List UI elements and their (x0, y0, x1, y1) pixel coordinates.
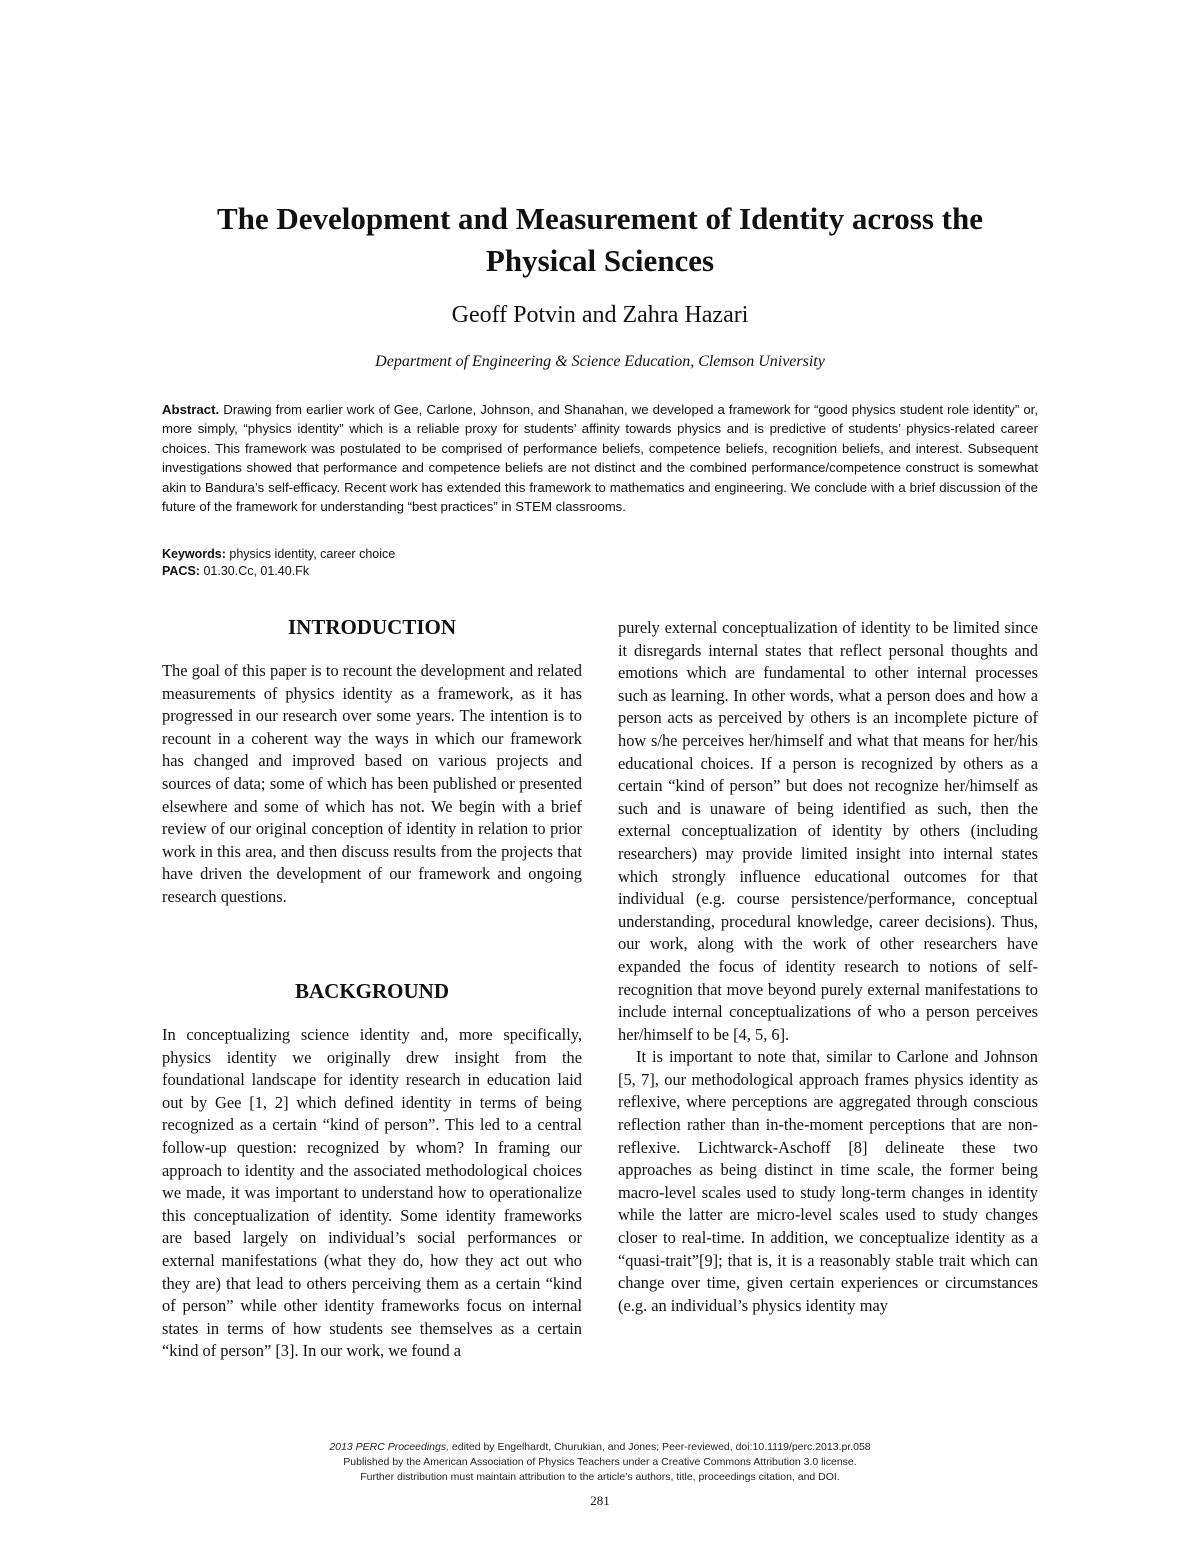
pacs-text: 01.30.Cc, 01.40.Fk (203, 564, 310, 578)
keywords-text: physics identity, career choice (229, 547, 396, 561)
pacs-line (162, 563, 1038, 580)
background-paragraph: In conceptualizing science identity and, more specifically, physics identity we originally drew insight from the foundational landscape for identity research in education laid out by Gee [1, 2] which defined identity in terms of being recognized as a certain “kind of person”. This led to a central follow-up question: recognized by whom? In framing our approach to identity and the associated methodological choices we made, it was important to understand how to operationalize this conceptualization of identity. Some identity frameworks are based largely on individual’s social performances or external manifestations (what they do, how they act out who they are) that lead to others perceiving them as a certain “kind of person” while other identity frameworks focus on internal states in terms of how students see themselves as a certain “kind of person” [3]. In our work, we found a (162, 1025, 582, 1361)
paper-title (120, 198, 1080, 282)
proceedings-details: edited by Engelhardt, Churukian, and Jones; Peer-reviewed, doi:10.1119/perc.2013.pr.058 (451, 1441, 871, 1453)
abstract-text: Drawing from earlier work of Gee, Carlone, Johnson, and Shanahan, we developed a framework for “good physics student role identity” or, more simply, “physics identity” which is a reliable proxy for students’ affinity towards physics and is predictive of students’ physics-related career choices. This framework was postulated to be comprised of performance beliefs, competence beliefs, recognition beliefs, and interest. Subsequent investigations showed that performance and competence beliefs are not distinct and the combined performance/competence construct is somewhat akin to Bandura’s self-efficacy. Recent work has extended this framework to mathematics and engineering. We conclude with a brief discussion of the future of the framework for understanding “best practices” in STEM classrooms. (162, 402, 1039, 515)
background-heading: BACKGROUND (294, 979, 449, 1003)
footer-notice (200, 1440, 1000, 1485)
right-column-body (618, 617, 1038, 1317)
page-number: 281 (590, 1493, 610, 1508)
footer-line-3: Further distribution must maintain attribution to the article’s authors, title, proceedings citation, and DOI. (360, 1471, 840, 1483)
right-paragraph-2: It is important to note that, similar to Carlone and Johnson [5, 7], our methodological approach frames physics identity as reflexive, where perceptions are aggregated through conscious reflection rather than in-the-moment perceptions that are non-reflexive. Lichtwarck-Aschoff [8] delineate these two approaches as being distinct in time scale, the former being macro-level scales used to study long-term changes in identity while the latter are micro-level scales used to study changes closer to real-time. In addition, we conceptualize identity as a “quasi-trait”[9]; that is, it is a reasonably stable trait which can change over time, given certain experiences or circumstances (e.g. an individual’s physics identity may (618, 1047, 1038, 1315)
keywords-label: Keywords: (162, 547, 226, 561)
title-line-2: Physical Sciences (485, 243, 715, 278)
footer-line-2: Published by the American Association of Physics Teachers under a Creative Commons Attribution 3.0 license. (343, 1456, 857, 1468)
abstract (162, 400, 1038, 516)
introduction-body (162, 660, 582, 909)
keywords-block (162, 546, 1038, 580)
introduction-heading: INTRODUCTION (287, 615, 457, 639)
author-list: Geoff Potvin and Zahra Hazari (451, 302, 749, 328)
title-line-1: The Development and Measurement of Identity across the (216, 201, 984, 236)
footer-line-1 (200, 1440, 1000, 1455)
background-body (162, 1024, 582, 1363)
keywords-line (162, 546, 1038, 563)
abstract-label: Abstract. (162, 402, 220, 417)
introduction-paragraph: The goal of this paper is to recount the development and related measurements of physics identity as a framework, as it has progressed in our research over some years. The intention is to recount in a coherent way the ways in which our framework has changed and improved based on various projects and sources of data; some of which has been published or presented elsewhere and some of which has not. We begin with a brief review of our original conception of identity in relation to prior work in this area, and then discuss results from the projects that have driven the development of our framework and ongoing research questions. (162, 661, 582, 906)
proceedings-name: 2013 PERC Proceedings, (329, 1441, 449, 1453)
pacs-label: PACS: (162, 564, 200, 578)
affiliation: Department of Engineering & Science Education, Clemson University (375, 353, 825, 370)
right-paragraph-1: purely external conceptualization of identity to be limited since it disregards internal states that reflect personal thoughts and emotions which are fundamental to other internal processes such as learning. In other words, what a person does and how a person acts as perceived by others is an incomplete picture of how s/he perceives her/himself and what that means for her/his educational choices. If a person is recognized by others as a certain “kind of person” but does not recognize her/himself as such and is unaware of being identified as such, then the external conceptualization of identity by others (including researchers) may provide limited insight into internal states which strongly influence educational outcomes for that individual (e.g. course persistence/performance, conceptual understanding, procedural knowledge, career decisions). Thus, our work, along with the work of other researchers have expanded the focus of identity research to notions of self-recognition that move beyond purely external manifestations to include internal conceptualizations of who a person perceives her/himself to be [4, 5, 6]. (618, 618, 1038, 1044)
